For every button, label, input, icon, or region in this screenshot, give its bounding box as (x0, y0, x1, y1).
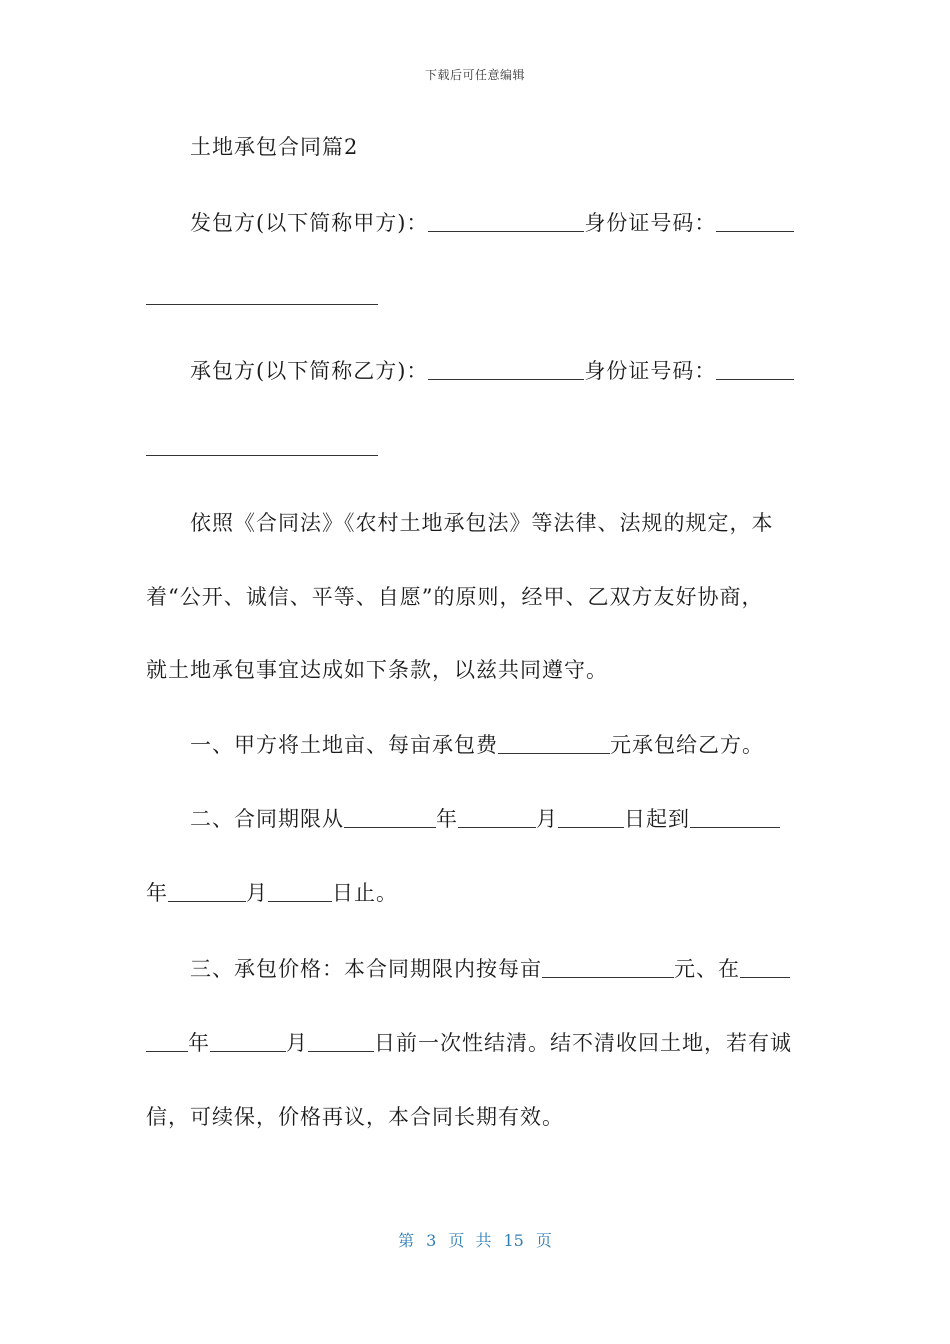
footer-prefix: 第 (398, 1231, 415, 1250)
total-pages-number: 15 (503, 1231, 524, 1250)
page-footer (0, 1228, 950, 1251)
clause-2-year-label: 年 (436, 807, 458, 831)
party-a-id-blank-continued (146, 304, 378, 305)
clause-2-text-a: 二、合同期限从 (190, 807, 344, 831)
clause-3-text-a: 三、承包价格：本合同期限内按每亩 (190, 957, 542, 981)
clause-2-month-label: 月 (536, 807, 558, 831)
party-a-id-blank (716, 210, 794, 232)
clause-2-line-2 (146, 878, 806, 908)
clause-3-text-e: 日前一次性结清。结不清收回土地，若有诚 (374, 1031, 792, 1055)
clause-1-text-a: 一、甲方将土地亩、每亩承包费 (190, 733, 498, 757)
party-a-id-label: 身份证号码： (584, 211, 717, 235)
preamble-line-3: 就土地承包事宜达成如下条款，以兹共同遵守。 (146, 658, 608, 682)
end-day-blank (268, 880, 332, 902)
clause-3-text-b: 元、在 (674, 957, 740, 981)
party-a-name-blank (428, 210, 584, 232)
party-a-line (190, 208, 806, 238)
footer-middle: 页 共 (448, 1231, 492, 1250)
clause-2-end-year-label: 年 (146, 881, 168, 905)
party-b-line (190, 356, 806, 386)
clause-2-text-g: 日止。 (332, 881, 398, 905)
party-b-id-label: 身份证号码： (584, 359, 717, 383)
start-year-blank (344, 806, 436, 828)
preamble-line-2: 着“公开、诚信、平等、自愿”的原则，经甲、乙双方友好协商， (146, 585, 764, 609)
clause-2-end-month-label: 月 (246, 881, 268, 905)
party-b-id-blank (716, 358, 794, 380)
end-month-blank (168, 880, 246, 902)
end-year-blank (690, 806, 780, 828)
price-blank (542, 956, 674, 978)
party-b-id-blank-continued (146, 455, 378, 456)
clause-2-line-1 (190, 804, 806, 834)
pay-year-blank (740, 956, 790, 978)
clause-3-line-2 (146, 1028, 806, 1058)
clause-3-line-1 (190, 954, 806, 984)
clause-1-text-b: 元承包给乙方。 (610, 733, 764, 757)
clause-2-text-d: 日起到 (624, 807, 690, 831)
pay-year-blank-continued (146, 1030, 188, 1052)
pay-day-blank (308, 1030, 374, 1052)
start-month-blank (458, 806, 536, 828)
party-b-name-blank (428, 358, 584, 380)
fee-blank (498, 732, 610, 754)
document-title: 土地承包合同篇2 (190, 135, 359, 159)
clause-1 (190, 730, 806, 760)
pay-month-blank (210, 1030, 286, 1052)
party-a-label: 发包方(以下简称甲方)： (190, 211, 429, 235)
clause-3-month-label: 月 (286, 1031, 308, 1055)
clause-3-line-3: 信，可续保，价格再议，本合同长期有效。 (146, 1105, 564, 1129)
current-page-number: 3 (426, 1231, 437, 1250)
party-b-label: 承包方(以下简称乙方)： (190, 359, 429, 383)
preamble-line-1: 依照《合同法》《农村土地承包法》等法律、法规的规定，本 (190, 511, 774, 535)
clause-3-year-label: 年 (188, 1031, 210, 1055)
footer-suffix: 页 (535, 1231, 552, 1250)
page-header: 下载后可任意编辑 (424, 68, 525, 82)
start-day-blank (558, 806, 624, 828)
